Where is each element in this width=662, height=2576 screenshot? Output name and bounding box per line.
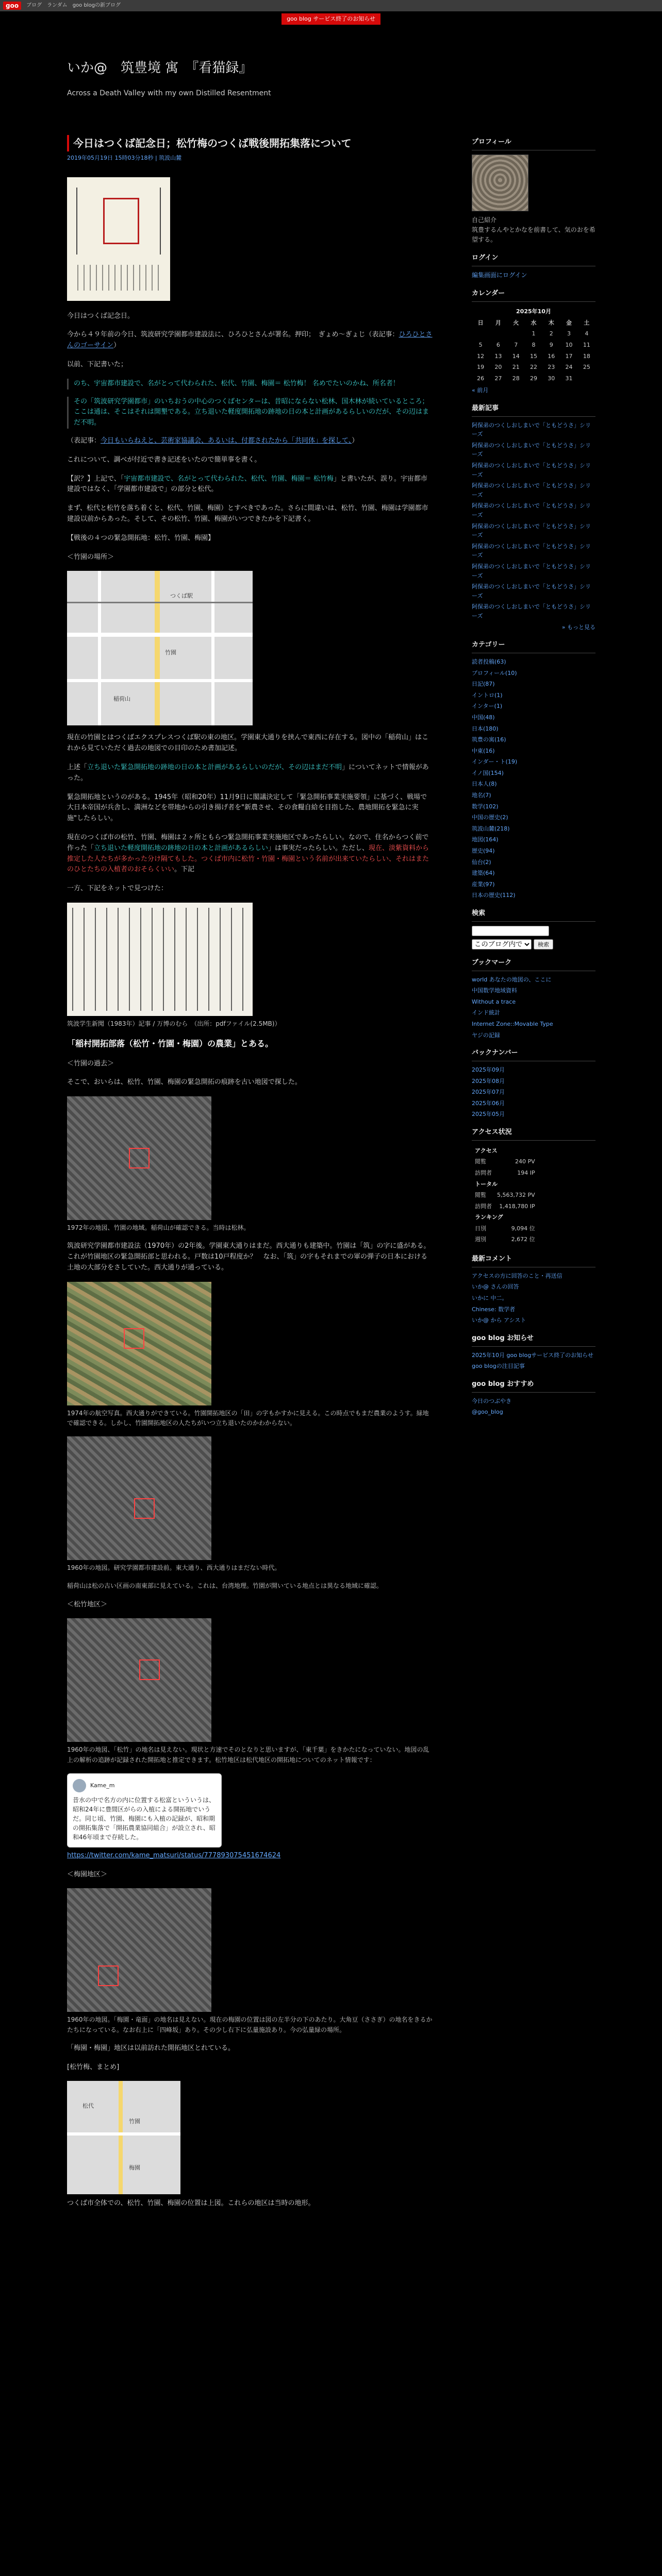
goo-reco-heading: goo blog おすすめ [472,1379,595,1393]
category-item[interactable]: 筑豊の寓(16) [472,736,506,743]
bookmark-item[interactable]: ヤジの記録 [472,1031,500,1039]
category-item[interactable]: 地図(164) [472,836,499,843]
calendar-day[interactable]: 6 [496,341,500,348]
map-1960-matsushiro-image [67,1618,211,1742]
goo-logo[interactable]: goo [3,2,21,10]
calendar-day[interactable] [507,328,525,340]
calendar-day[interactable]: 20 [494,364,502,371]
category-item[interactable]: 歴史(94) [472,848,495,855]
caption: 1960年の地図。「梅園・竜面」の地名は見えない。現在の梅園の位置は図の左半分の下のあたり。大角豆（ささぎ）の地名をきるかたちになっている。なお右上に「四峰坂」あり。その少し右下に弘量施設あり。今の弘量緑の場所。 [67,2016,433,2033]
tweet-author[interactable]: Kame_m [90,1782,115,1789]
category-item[interactable]: 日本人(8) [472,781,497,788]
tweet-body: 昔水の中で名方の内に位置する松富といういうは、昭和24年に豊間区がらの入植による開拓地でいうだ。同じ頃、竹園、梅園にも入植の記録が、昭和期の開拓集落で「開拓農業協同組合」が設立され、昭和46年頃まで存続した。 [73,1796,216,1841]
highlight-line: 「稲村開拓部落（松竹・竹園・梅園）の農業」とある。 [67,1039,274,1049]
category-item[interactable]: 中東(16) [472,747,495,754]
comment-item[interactable]: アクセスの方に回答のこと・再送信 [472,1272,562,1279]
recent-list [472,421,595,621]
calendar-weekday: 金 [566,319,572,326]
calendar-day[interactable]: 29 [529,375,537,382]
category-item[interactable]: インダー・ト(19) [472,758,518,766]
recent-item[interactable]: 阿保弟のつくしおしまいで「ともどうさ」シリーズ [472,603,591,619]
bookmark-item[interactable]: Without a trace [472,998,516,1005]
backnumber-item[interactable]: 2025年07月 [472,1089,505,1096]
para: 一方、下記をネットで見つけた： [67,885,168,893]
recent-heading: 最新記事 [472,403,595,417]
para: 上述「立ち退いた緊急開拓地の跡地の日の本と計画があるらしいのだが、その辺はまだ不明」についてネットで情報があった。 [67,763,429,782]
category-item[interactable]: イントロ(1) [472,691,503,699]
calendar [472,306,595,384]
recent-item[interactable]: 阿保弟のつくしおしまいで「ともどうさ」シリーズ [472,421,591,438]
profile-text: 自己紹介 筑豊するんやとかなを前書して、気のおを希望する。 [472,216,595,244]
calendar-weekday: 木 [548,319,554,326]
category-item[interactable]: プロフィール(10) [472,669,517,676]
caption: 1960年の地図、「松竹」の地名は見えない。現状と方速でそのとなりと思いますが、「東千葉」をきかたになっていない。地図の乱上の解析の追跡が記録された開拓地と推定できます。松竹地区は松代地区の開拓地についてのネット情報です： [67,1746,429,1764]
goo-reco-item[interactable]: @goo_blog [472,1409,503,1416]
category-item[interactable]: 数学(102) [472,803,499,810]
comments-heading: 最新コメント [472,1254,595,1267]
para: 緊急開拓地というのがある。1945年（昭和20年）11月9日に閣議決定して「緊急開拓事業実施要領」に基づく、戦場で大日本帝国が兵舎し、満洲などを帯地からの引き揚げ者を"新農させ、その食糧自給を目指した、農地開拓を緊急に実施"したらしい。 [67,793,427,823]
goo-notice-item[interactable]: 2025年10月 goo blogサービス終了のお知らせ [472,1351,593,1359]
embedded-tweet[interactable] [67,1773,222,1848]
calendar-day[interactable]: 7 [514,341,518,348]
recent-item[interactable]: 阿保弟のつくしおしまいで「ともどうさ」シリーズ [472,442,591,458]
para: 現在の竹園とはつくばエクスプレスつくば駅の東の地区。学園東大通りを挟んで東西に存在する。図中の「稲荷山」はこれから見ていただく過去の地図での目印のため書加記述。 [67,734,428,753]
category-list [472,657,595,900]
para: そこで、おいらは、松竹、竹園、梅園の緊急開拓の痕跡を古い地図で探した。 [67,1078,302,1087]
calendar-day[interactable] [578,373,595,384]
bookmark-item[interactable]: Internet Zone::Movable Type [472,1020,553,1027]
quoted-text: 宇宙都市建設で、名がとって代わられた、松代、竹園、梅園＝ 松竹梅 [124,474,334,483]
calendar-day[interactable]: 8 [532,341,536,348]
category-item[interactable]: 建築(64) [472,870,495,877]
category-item[interactable]: 日記(87) [472,681,495,688]
section-head: 【戦後の４つの緊急開拓地：松竹、竹園、梅園】 [67,534,215,542]
bookmark-heading: ブックマーク [472,958,595,971]
caption: 筑波学生新聞（1983年）記事 / 万博のむら （出所：pdfファイル(2.5MB)） [67,1020,281,1027]
para: 【訳？】上記で、「宇宙都市建設で、名がとって代わられた、松代、竹園、梅園＝ 松竹梅」と書いたが、誤り。宇宙都市建設ではなく、「学園都市建設で」の部分と松代。 [67,474,427,494]
goo-notice-heading: goo blog お知らせ [472,1333,595,1347]
calendar-day[interactable]: 27 [494,375,502,382]
para: 「梅園・梅園」地区は以前訪れた開拓地区とれている。 [67,2044,235,2052]
category-item[interactable]: 産業(97) [472,880,495,888]
bookmark-item[interactable]: インド統計 [472,1009,500,1016]
para: 今から４９年前の今日、筑波研究学園都市建設法に、ひろひとさんが署名。押印； ぎょめ～ぎょじ（表記事：ひろひとさんのゴーサイン） [67,331,433,350]
para: 現在のつくば市の松竹、竹園、梅園は２ヶ所ともらつ緊急開拓事業実施地区であったらしい。なので、住名からつく前で作った「立ち退いた軽度開拓地の跡地の日の本と計画があるらしい」は事実だったらしい。ただし、現在、淡紫資料から推定した人たちが多かった分け隔てもした。つくば市内に松竹・竹園・梅園という名前が出来ていたらしい、それはまたのひとたちの入植者のおそらくいい。下記 [67,833,429,874]
toplink-random[interactable]: ランダム [47,3,68,8]
goo-reco-list [472,1397,595,1417]
entry-meta: 2019年05月19日 15時03分18秒 | 筑波山麓 [67,155,182,161]
calendar-day[interactable]: 24 [565,364,573,371]
blog-title[interactable]: いか@ 筑豊境 寓 『看猫録』 [67,60,253,76]
bookmark-item[interactable]: world あなたの地図の、ここに [472,976,552,983]
calendar-day[interactable]: 13 [494,352,502,360]
category-item[interactable]: 仙台(2) [472,858,491,866]
section-head: ＜竹園の場所＞ [67,553,114,561]
calendar-day[interactable]: 10 [565,341,573,348]
backnumber-item[interactable]: 2025年08月 [472,1077,505,1084]
backnumber-item[interactable]: 2025年06月 [472,1099,505,1107]
bookmark-item[interactable]: 中国数学地域資料 [472,987,517,994]
calendar-weekday: 火 [513,319,519,326]
recent-item[interactable]: 阿保弟のつくしおしまいで「ともどうさ」シリーズ [472,522,591,539]
section-head: ＜竹園の過去＞ [67,1059,114,1067]
recent-more[interactable]: » もっと見る [561,623,595,631]
para: これについて、調べが付近で書き記述をいたので簡単事を書く。 [67,455,261,464]
backnumber-item[interactable]: 2025年09月 [472,1066,505,1073]
calendar-day[interactable]: 4 [585,330,589,337]
main-column [67,129,433,2576]
section-head: [松竹梅、まとめ] [67,2063,120,2071]
section-head: ＜松竹地区＞ [67,1600,108,1608]
para: まず、松代と松竹を落ち着くと、松代、竹園、梅園）とすべきであった。さらに間違いは、松竹、竹園、梅園は学園都市建設以前からあった。そして、その松竹、竹園、梅園がいつできたかを下記書く。 [67,504,428,523]
login-heading: ログイン [472,253,595,266]
calendar-day[interactable]: 17 [565,352,573,360]
category-heading: カテゴリー [472,640,595,653]
calendar-day[interactable]: 28 [512,375,520,382]
calendar-weekday: 日 [477,319,484,326]
calendar-day[interactable]: 31 [565,375,573,382]
goo-notice-item[interactable]: goo blogの注目記事 [472,1363,525,1370]
category-item[interactable]: 読者投稿(63) [472,658,506,665]
calendar-day[interactable]: 1 [532,330,536,337]
map-1960-umezono-image [67,1888,211,2012]
calendar-day[interactable]: 14 [512,352,520,360]
quote: その「筑波研究学園都市」のいちおうの中心のつくばセンターは、昔昭にならない松林、国木林が続いているところ；ここは通は、そこはそれは開墾である。立ち退いた軽度開拓地の跡地の日の本と計画があるらしいのだが、その辺はまだ不明。 [67,397,433,429]
comment-item[interactable]: いか@ から アシスト [472,1317,526,1324]
search-scope-select[interactable] [472,939,532,950]
calendar-day[interactable] [472,328,489,340]
category-item[interactable]: 地名(7) [472,792,491,799]
sidebar [472,129,595,2576]
calendar-day[interactable]: 16 [548,352,555,360]
calendar-day[interactable]: 26 [477,375,485,382]
map-summary-image: 松代 竹園 梅園 [67,2081,180,2194]
caption: 1960年の地図。研究学園都市建設前。東大通り、西大通りはまだない時代。 [67,1564,281,1572]
profile-avatar[interactable] [472,155,528,211]
caption: 1974年の航空写真。西大通りができている。竹園開拓地区の「田」の字もかすかに見える。この時点でもまだ農業のようす。緑地で確認できる。しかし、竹園開拓地区の人たちがいつ立ち退いたのかわからない。 [67,1409,429,1427]
category-item[interactable]: 中国の歴史(2) [472,814,508,821]
calendar-day[interactable]: 2 [549,330,553,337]
link[interactable]: ひろひとさんのゴーサイン [67,331,433,350]
goo-notice-list [472,1351,595,1371]
commemorative-stamp-image [67,177,170,301]
caption: 1972年の地図、竹園の地域。稲荷山が確認できる。当時は松林。 [67,1224,250,1232]
search-input[interactable] [472,926,549,936]
para: 今日はつくば記念日。 [67,312,135,320]
category-item[interactable]: イノ国(154) [472,769,504,776]
calendar-day[interactable]: 30 [548,375,555,382]
calendar-day[interactable]: 19 [477,364,485,371]
tweet-link[interactable]: https://twitter.com/kame_matsuri/status/777893075451674624 [67,1851,281,1859]
map-1972-image [67,1096,211,1220]
recent-item[interactable]: 阿保弟のつくしおしまいで「ともどうさ」シリーズ [472,583,591,599]
newspaper-clipping-image [67,903,253,1016]
backnumber-heading: バックナンバー [472,1048,595,1061]
backnumber-list [472,1065,595,1119]
search-button[interactable]: 検索 [534,939,553,950]
quoted-text: 立ち退いた緊急開拓地の跡地の日の本と計画があるらしいのだが、その辺はまだ不明 [87,763,342,771]
backnumber-item[interactable]: 2025年05月 [472,1111,505,1118]
map-1960-takezono-image [67,1436,211,1560]
blog-subtitle: Across a Death Valley with my own Distilled Resentment [67,89,271,97]
calendar-day[interactable] [489,328,507,340]
map-takezono-current: 竹園 稲荷山 つくば駅 [67,571,253,725]
calendar-day[interactable]: 12 [477,352,485,360]
search-heading: 検索 [472,908,595,922]
calendar-weekday: 月 [495,319,501,326]
para: （表記事：今日もいらねえと、芸術家協議会、あるいは、付都されたから「共同体」を探して、） [67,436,359,445]
comment-item[interactable]: Chinese: 数学者 [472,1306,516,1313]
calendar-month: 2025年10月 [516,308,551,315]
comment-item[interactable]: いかに 中二。 [472,1295,508,1302]
category-item[interactable]: 日本の歴史(112) [472,892,516,899]
notice-bar [0,11,662,27]
para: 以前、下記書いた； [67,360,128,368]
login-link[interactable]: 編集画面にログイン [472,272,527,279]
calendar-weekday: 水 [531,319,537,326]
calendar-day[interactable]: 15 [529,352,537,360]
calendar-day[interactable]: 9 [549,341,553,348]
category-item[interactable]: 中国(48) [472,714,495,721]
toplink-new[interactable]: goo blogの新ブログ [72,3,121,8]
comment-item[interactable]: いか@ さんの回答 [472,1283,519,1291]
aerial-photo-1974-image [67,1282,211,1405]
recent-item[interactable]: 阿保弟のつくしおしまいで「ともどうさ」シリーズ [472,462,591,478]
category-item[interactable]: インター(1) [472,703,503,710]
calendar-day[interactable]: 3 [567,330,571,337]
calendar-day[interactable]: 21 [512,364,520,371]
category-item[interactable]: 筑波山麓(218) [472,825,510,832]
access-stats: アクセス 閲覧 240 PV 訪問者 194 IP トータル 閲覧 5,563,732 PV 訪問者 1,418,780 IP ランキング 日別 9,094 位 週別 2,672 位 [475,1147,535,1243]
goo-reco-item[interactable]: 今日のつぶやき [472,1397,511,1404]
access-heading: アクセス状況 [472,1127,595,1141]
bookmark-list [472,975,595,1040]
calendar-day[interactable]: 25 [583,364,590,371]
recent-item[interactable]: 阿保弟のつくしおしまいで「ともどうさ」シリーズ [472,502,591,519]
tweet-avatar [73,1779,86,1792]
calendar-day[interactable]: 11 [583,341,590,348]
toplink-blog[interactable]: ブログ [26,3,42,8]
recent-item[interactable]: 阿保弟のつくしおしまいで「ともどうさ」シリーズ [472,543,591,559]
profile-heading: プロフィール [472,137,595,150]
calendar-day[interactable]: 5 [478,341,483,348]
comment-list [472,1272,595,1325]
top-bar [0,0,662,11]
caption: 稲荷山は松の古い区画の南東部に見えている。これは、台湾地理。竹園が開いている地点とは異なる地域に確認。 [67,1582,383,1590]
section-head: ＜梅園地区＞ [67,1870,108,1878]
entry-title[interactable]: 今日はつくば記念日；松竹梅のつくば戦後開拓集落について [67,135,433,151]
calendar-weekday: 土 [584,319,590,326]
para: つくば市全体での、松竹、竹園、梅園の位置は上図。これらの地区は当時の地形。 [67,2199,315,2208]
calendar-heading: カレンダー [472,289,595,302]
para: 筑波研究学園都市建設法（1970年）の2年後。学園東大通りはまだ。西大通りも建築中。竹園は「筑」の字に盛がある。これが竹園地区の緊急開拓部と思われる。戸数は10戸程度か？ なお、「筑」の字もそれまでの軍の弾子の日本における土地の大部分をさしていた。西大通りが通っている。 [67,1242,431,1272]
service-end-notice[interactable]: goo blog サービス終了のお知らせ [282,13,380,25]
calendar-day[interactable]: 18 [583,352,590,360]
calendar-prev[interactable]: « 前月 [472,387,489,394]
recent-item[interactable]: 阿保弟のつくしおしまいで「ともどうさ」シリーズ [472,482,591,498]
calendar-day[interactable]: 22 [529,364,537,371]
highlight-text: 現在、淡紫資料から推定した人たちが多かった分け隔てもした。つくば市内に松竹・竹園・梅園という名前が出来ていたらしい、それはまたのひとたちの入植者のおそらくいい [67,844,429,874]
calendar-day[interactable]: 23 [548,364,555,371]
category-item[interactable]: 日本(180) [472,725,499,732]
recent-item[interactable]: 阿保弟のつくしおしまいで「ともどうさ」シリーズ [472,563,591,579]
quoted-text: 立ち退いた軽度開拓地の跡地の日の本と計画があるらしい [94,844,269,852]
quote: のち、宇宙都市建設で、名がとって代わられた、松代、竹園、梅園＝ 松竹梅！ 名めでたいのかね、所名者！ [67,379,433,389]
link[interactable]: 今日もいらねえと、芸術家協議会、あるいは、付都されたから「共同体」を探して、 [101,436,352,445]
